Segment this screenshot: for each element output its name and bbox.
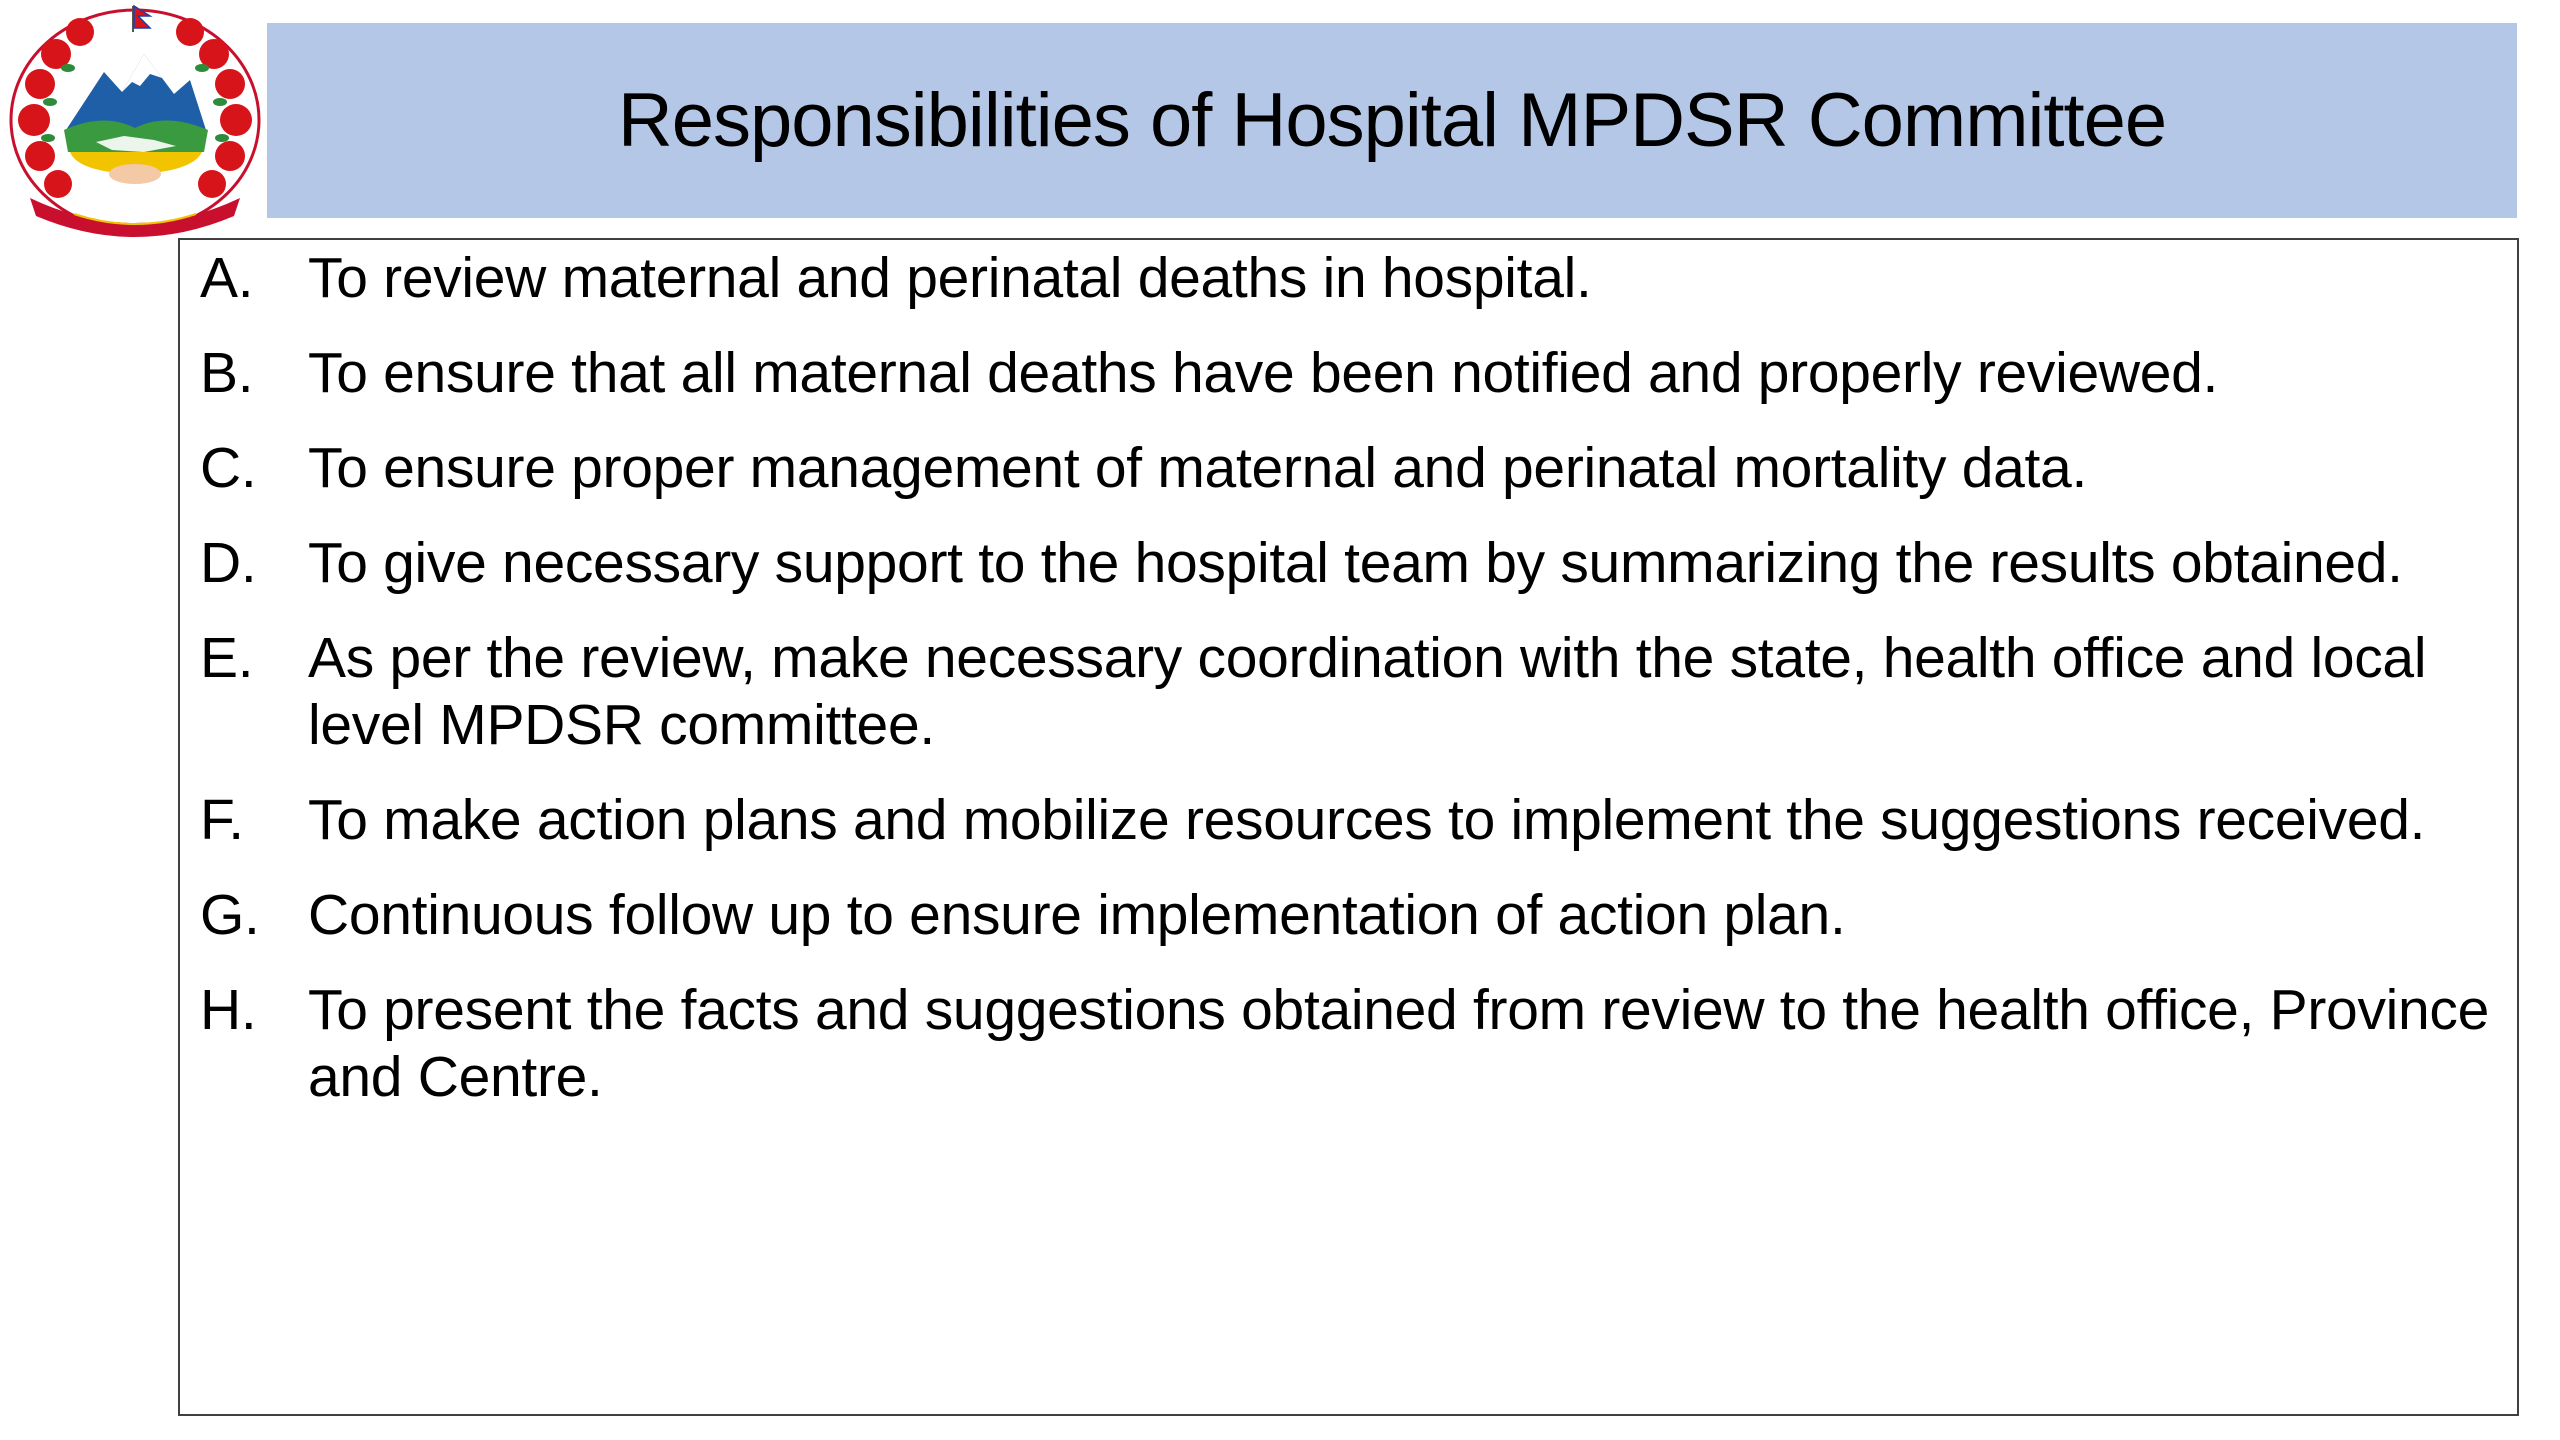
list-item-text: To ensure that all maternal deaths have been notified and properly reviewed. bbox=[308, 341, 2219, 405]
list-marker: B. bbox=[200, 341, 254, 405]
list-item bbox=[200, 625, 2500, 759]
list-item-text: To present the facts and suggestions obtained from review to the health office, Province and Centre. bbox=[308, 978, 2490, 1109]
list-item bbox=[200, 882, 2500, 949]
list-item bbox=[200, 245, 2500, 312]
list-item bbox=[200, 435, 2500, 502]
nepal-emblem-icon bbox=[4, 2, 266, 238]
responsibilities-box bbox=[178, 238, 2519, 1416]
slide-title: Responsibilities of Hospital MPDSR Committee bbox=[617, 78, 2167, 163]
list-marker: H. bbox=[200, 978, 257, 1042]
list-item-text: To make action plans and mobilize resources to implement the suggestions received. bbox=[308, 788, 2426, 852]
list-item-text: To ensure proper management of maternal and perinatal mortality data. bbox=[308, 436, 2087, 500]
responsibilities-list bbox=[200, 240, 2500, 1111]
list-item-text: To give necessary support to the hospital team by summarizing the results obtained. bbox=[308, 531, 2403, 595]
list-marker: C. bbox=[200, 436, 257, 500]
list-item-text: Continuous follow up to ensure implementation of action plan. bbox=[308, 883, 1846, 947]
list-marker: D. bbox=[200, 531, 257, 595]
list-marker: F. bbox=[200, 788, 244, 852]
list-item bbox=[200, 530, 2500, 597]
list-item bbox=[200, 977, 2500, 1111]
list-marker: A. bbox=[200, 246, 254, 310]
list-marker: G. bbox=[200, 883, 260, 947]
list-item-text: To review maternal and perinatal deaths in hospital. bbox=[308, 246, 1592, 310]
list-item-text: As per the review, make necessary coordination with the state, health office and local level MPDSR committee. bbox=[308, 626, 2427, 757]
list-item bbox=[200, 340, 2500, 407]
list-item bbox=[200, 787, 2500, 854]
list-marker: E. bbox=[200, 626, 254, 690]
title-bar bbox=[267, 23, 2517, 218]
